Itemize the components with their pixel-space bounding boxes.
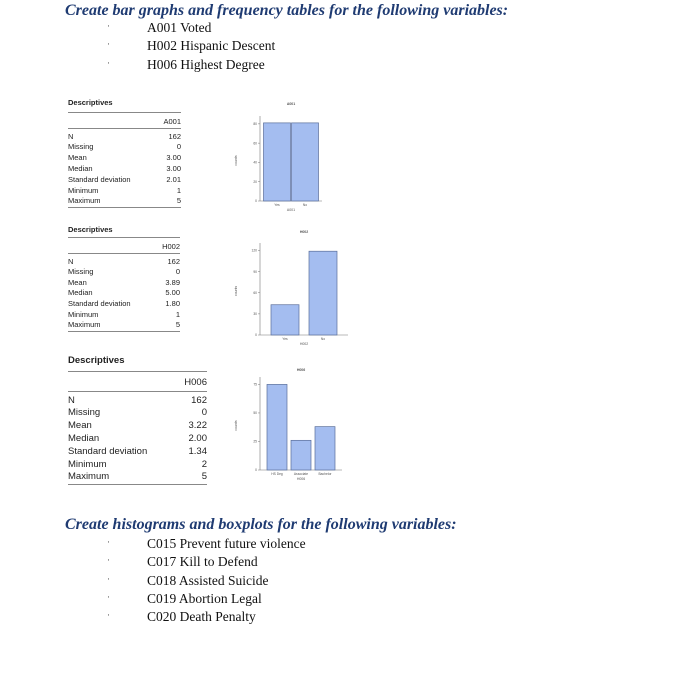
list-item-text: A001 Voted — [147, 20, 212, 35]
row-value: 2.00 — [188, 433, 207, 444]
table-row — [68, 309, 180, 320]
list-item-text: C018 Assisted Suicide — [147, 572, 269, 588]
row-value: 2 — [201, 459, 207, 470]
row-value: 5 — [176, 471, 207, 485]
x-tick-label: Yes — [274, 203, 280, 207]
column-header: H006 — [176, 372, 207, 392]
bar-no — [292, 123, 319, 201]
y-tick-label: 60 — [253, 290, 257, 295]
row-value: 0 — [175, 266, 180, 276]
row-label: Standard deviation — [68, 175, 131, 184]
table-row — [68, 288, 180, 299]
bar-chart-a001 — [225, 98, 345, 220]
x-tick-label: HS Deg — [271, 472, 283, 476]
row-value: 1.34 — [188, 446, 207, 457]
bar-associate — [291, 440, 311, 470]
x-tick-label: No — [302, 203, 308, 207]
x-axis-label: H006 — [296, 477, 306, 481]
bullet-dot: · — [107, 610, 110, 621]
column-header: A001 — [156, 113, 181, 129]
row-label: Minimum — [68, 186, 99, 195]
y-axis-label: counts — [234, 285, 238, 297]
row-label: Standard deviation — [68, 446, 148, 457]
table-row — [68, 320, 180, 332]
section1-heading: Create bar graphs and frequency tables for the following variables: — [65, 2, 509, 19]
y-axis-label: counts — [234, 420, 238, 431]
table-row — [68, 392, 207, 407]
row-value: 1 — [176, 186, 181, 195]
row-value: 2.01 — [166, 175, 181, 184]
y-tick-label: 25 — [253, 439, 257, 444]
descriptives-table-a001 — [68, 98, 181, 208]
y-tick-label: 30 — [253, 312, 257, 317]
table-row — [68, 174, 181, 185]
table-row — [68, 419, 207, 432]
y-tick-label: 120 — [251, 248, 257, 253]
row-value: 162 — [167, 257, 180, 266]
table-title: Descriptives — [68, 225, 113, 234]
table-row — [68, 185, 181, 196]
y-tick-label: 60 — [253, 141, 257, 146]
bullet-dot: · — [107, 39, 110, 50]
row-value: 5 — [156, 196, 181, 208]
y-tick-label: 0 — [255, 333, 257, 338]
x-tick-label: Associate — [293, 472, 309, 476]
row-label: Mean — [68, 277, 87, 287]
row-value: 3.22 — [188, 420, 207, 431]
row-label: N — [68, 395, 75, 406]
table-row — [68, 298, 180, 309]
descriptives-table-h006 — [68, 355, 207, 485]
list-item-text: C019 Abortion Legal — [147, 590, 262, 606]
row-label: Median — [68, 164, 93, 173]
stats-table — [68, 112, 181, 208]
descriptives-table-h002 — [68, 225, 180, 332]
row-value: 5.00 — [165, 288, 180, 298]
table-title: Descriptives — [68, 98, 113, 107]
table-row — [68, 152, 181, 163]
y-tick-label: 20 — [253, 179, 257, 184]
bar-bachelor — [315, 427, 335, 470]
bullet-dot: · — [107, 21, 110, 31]
row-label: Maximum — [68, 471, 176, 485]
y-tick-label: 90 — [253, 269, 257, 274]
row-label: Missing — [68, 142, 94, 151]
row-label: Median — [68, 433, 100, 444]
row-label: N — [68, 132, 74, 141]
bullet-dot: · — [107, 591, 110, 602]
bullet-dot: · — [107, 555, 110, 566]
row-value: 3.00 — [166, 153, 181, 162]
bullet-dot: · — [107, 57, 110, 68]
list-item-text: H002 Hispanic Descent — [147, 38, 276, 54]
row-label: Minimum — [68, 310, 99, 320]
table-row — [68, 406, 207, 419]
x-axis-label: H002 — [299, 342, 309, 346]
table-row — [68, 445, 207, 458]
bar-yes — [264, 123, 291, 201]
bar-chart-h002 — [225, 225, 345, 353]
row-value: 162 — [191, 395, 207, 406]
row-value: 1.80 — [165, 299, 180, 309]
row-value: 1 — [175, 310, 180, 320]
bar-chart-h006 — [225, 365, 355, 483]
table-row — [68, 471, 207, 485]
list-item-text: H006 Highest Degree — [147, 56, 265, 72]
row-label: Maximum — [68, 196, 156, 208]
chart-title: A001 — [286, 102, 296, 106]
y-tick-label: 40 — [253, 160, 257, 165]
table-row — [68, 458, 207, 471]
row-label: Missing — [68, 266, 94, 276]
y-tick-label: 75 — [253, 382, 257, 387]
list-item-text: C015 Prevent future violence — [147, 536, 306, 551]
row-label: Maximum — [68, 320, 155, 332]
x-tick-label: Bachelor — [318, 472, 332, 476]
table-row — [68, 432, 207, 445]
table-row — [68, 266, 180, 277]
row-label: Missing — [68, 407, 101, 418]
row-value: 0 — [176, 142, 181, 151]
bar-no — [309, 251, 337, 335]
bullet-dot: · — [107, 537, 110, 547]
bullet-dot: · — [107, 573, 110, 584]
row-label: Standard deviation — [68, 299, 131, 309]
y-tick-label: 0 — [255, 199, 257, 204]
table-row — [68, 141, 181, 152]
y-axis-label: counts — [234, 155, 238, 166]
list-item-text: C020 Death Penalty — [147, 609, 256, 625]
row-label: Mean — [68, 420, 92, 431]
table-row — [68, 277, 180, 288]
chart-title: H002 — [299, 230, 309, 234]
row-label: Median — [68, 288, 93, 298]
table-row — [68, 254, 180, 267]
stats-table — [68, 371, 207, 485]
table-row — [68, 196, 181, 208]
row-label: N — [68, 257, 74, 266]
y-tick-label: 0 — [255, 468, 257, 473]
section2-heading: Create histograms and boxplots for the following variables: — [65, 516, 457, 533]
table-row — [68, 163, 181, 174]
row-value: 3.00 — [166, 164, 181, 173]
bar-hs-deg — [267, 384, 287, 470]
y-tick-label: 50 — [253, 411, 257, 416]
x-tick-label: Yes — [282, 337, 288, 341]
row-value: 3.89 — [165, 277, 180, 287]
bar-yes — [271, 305, 299, 335]
row-value: 0 — [201, 407, 207, 418]
stats-table — [68, 237, 180, 332]
row-label: Mean — [68, 153, 87, 162]
list-item-text: C017 Kill to Defend — [147, 554, 258, 570]
column-header: H002 — [155, 238, 180, 254]
table-title: Descriptives — [68, 355, 125, 366]
row-label: Minimum — [68, 459, 107, 470]
row-value: 162 — [168, 132, 181, 141]
x-axis-label: A001 — [286, 208, 296, 212]
x-tick-label: No — [320, 337, 326, 341]
row-value: 5 — [155, 320, 180, 332]
y-tick-label: 80 — [253, 122, 257, 127]
chart-title: H006 — [296, 368, 306, 372]
table-row — [68, 129, 181, 142]
